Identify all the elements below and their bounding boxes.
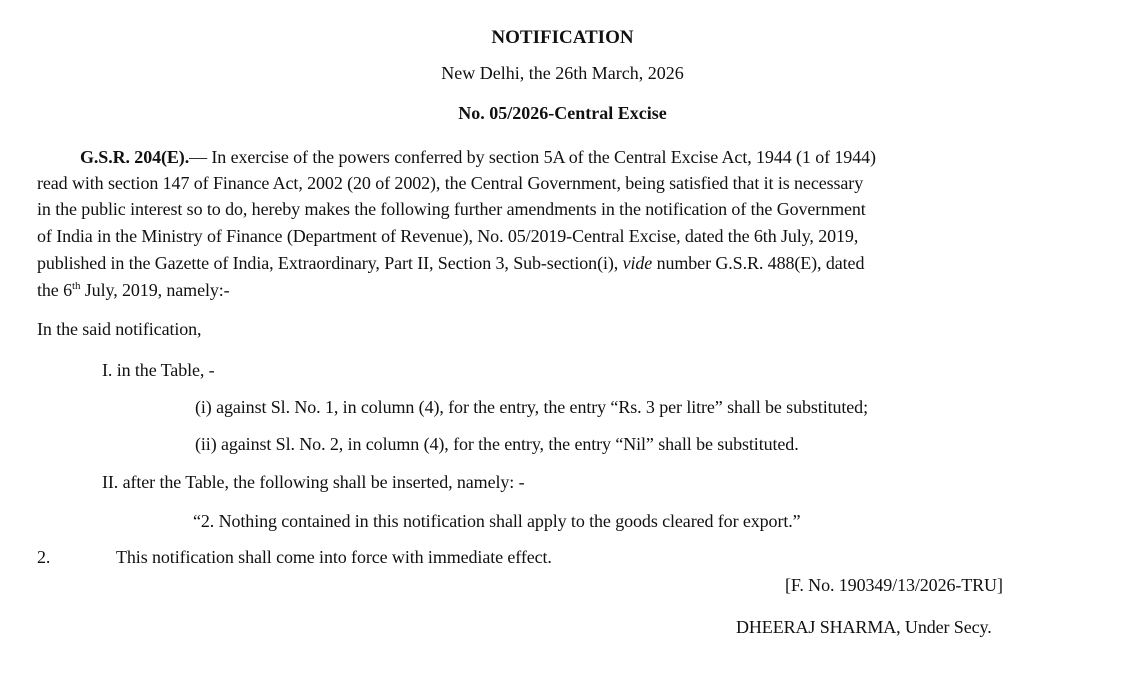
- item-2-heading: II. after the Table, the following shall be inserted, namely: -: [102, 472, 525, 492]
- paragraph-1-line-5: [37, 254, 864, 272]
- gsr-reference: G.S.R. 204(E).: [80, 147, 190, 167]
- file-number: [F. No. 190349/13/2026-TRU]: [785, 575, 1003, 595]
- ordinal-suffix: th: [72, 280, 81, 292]
- paragraph-1-line-1: [80, 148, 876, 166]
- paragraph-1-line-4: of India in the Ministry of Finance (Department of Revenue), No. 05/2019-Central Excise, dated the 6th July, 2019,: [37, 226, 859, 246]
- item-1-sub-i: (i) against Sl. No. 1, in column (4), for the entry, the entry “Rs. 3 per litre” shall be substituted;: [195, 397, 868, 417]
- paragraph-1-line-3: in the public interest so to do, hereby makes the following further amendments in the notification of the Government: [37, 199, 866, 219]
- dateline: New Delhi, the 26th March, 2026: [441, 63, 684, 83]
- paragraph-1-line-5-a: published in the Gazette of India, Extraordinary, Part II, Section 3, Sub-section(i),: [37, 253, 619, 273]
- item-1-heading: I. in the Table, -: [102, 360, 215, 380]
- paragraph-1-line-2: read with section 147 of Finance Act, 2002 (20 of 2002), the Central Government, being satisfied that it is necessary: [37, 173, 864, 193]
- paragraph-1-line-6: [37, 281, 230, 299]
- intro-line: In the said notification,: [37, 319, 202, 339]
- notification-number: No. 05/2026-Central Excise: [458, 103, 667, 123]
- paragraph-1-line-1-text: — In exercise of the powers conferred by section 5A of the Central Excise Act, 1944 (1 of 1944): [189, 147, 876, 167]
- paragraph-1-line-5-b: number G.S.R. 488(E), dated: [656, 253, 865, 273]
- notification-title: NOTIFICATION: [491, 27, 634, 48]
- paragraph-1-line-6-b: July, 2019, namely:-: [80, 280, 230, 300]
- item-1-sub-ii: (ii) against Sl. No. 2, in column (4), for the entry, the entry “Nil” shall be substituted.: [195, 434, 799, 454]
- paragraph-2-text: This notification shall come into force with immediate effect.: [116, 547, 552, 567]
- vide-word: vide: [622, 253, 653, 273]
- paragraph-1-line-6-a: the 6: [37, 280, 72, 300]
- item-2-quote: “2. Nothing contained in this notification shall apply to the goods cleared for export.”: [193, 511, 801, 531]
- paragraph-2-number: 2.: [37, 547, 51, 567]
- signatory: DHEERAJ SHARMA, Under Secy.: [736, 617, 992, 637]
